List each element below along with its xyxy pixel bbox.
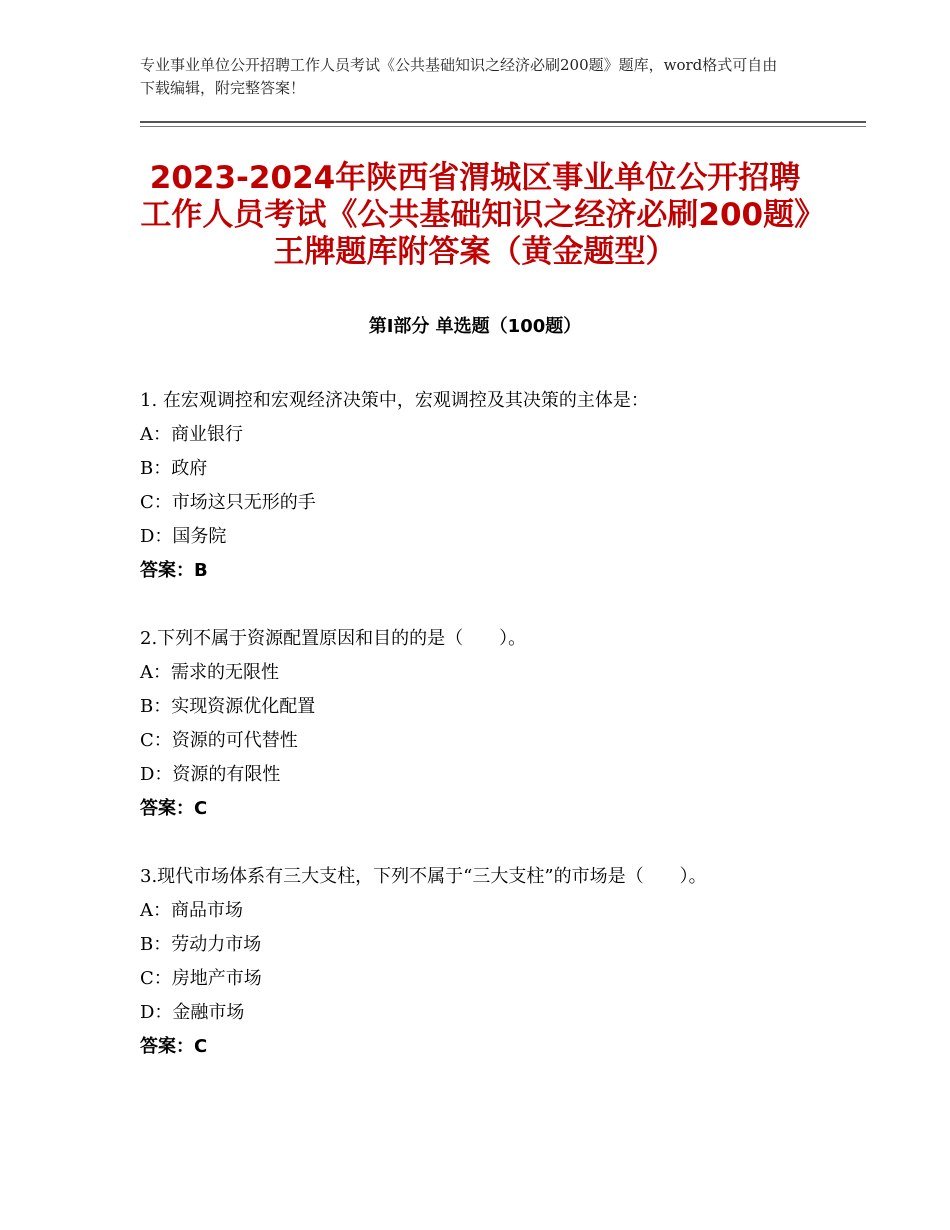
- answer: 答案：C: [140, 1036, 208, 1057]
- header-divider-thin: [140, 126, 866, 127]
- option-a: A：需求的无限性: [140, 662, 279, 683]
- question-stem: 1. 在宏观调控和宏观经济决策中，宏观调控及其决策的主体是：: [140, 390, 649, 411]
- answer: 答案：C: [140, 798, 208, 819]
- option-d: D：国务院: [140, 526, 227, 547]
- answer: 答案：B: [140, 560, 208, 581]
- option-c: C：资源的可代替性: [140, 730, 298, 751]
- question-1: [140, 384, 830, 588]
- option-b: B：实现资源优化配置: [140, 696, 316, 717]
- option-c: C：房地产市场: [140, 968, 262, 989]
- question-3: [140, 860, 830, 1064]
- section-title: 第Ⅰ部分 单选题（100题）: [368, 316, 582, 337]
- option-c: C：市场这只无形的手: [140, 492, 316, 513]
- question-stem: 2.下列不属于资源配置原因和目的的是（ ）。: [140, 628, 527, 649]
- document-title: 2023-2024年陕西省渭城区事业单位公开招聘工作人员考试《公共基础知识之经济必刷200题》王牌题库附答案（黄金题型）: [140, 160, 810, 270]
- option-d: D：金融市场: [140, 1002, 245, 1023]
- question-stem: 3.现代市场体系有三大支柱，下列不属于“三大支柱”的市场是（ ）。: [140, 866, 707, 887]
- option-a: A：商品市场: [140, 900, 243, 921]
- header-divider-thick: [140, 121, 866, 123]
- option-a: A：商业银行: [140, 424, 243, 445]
- header-note: 专业事业单位公开招聘工作人员考试《公共基础知识之经济必刷200题》题库，word格式可自由下载编辑，附完整答案！: [140, 56, 778, 97]
- option-b: B：劳动力市场: [140, 934, 262, 955]
- question-2: [140, 622, 830, 826]
- option-d: D：资源的有限性: [140, 764, 281, 785]
- option-b: B：政府: [140, 458, 208, 479]
